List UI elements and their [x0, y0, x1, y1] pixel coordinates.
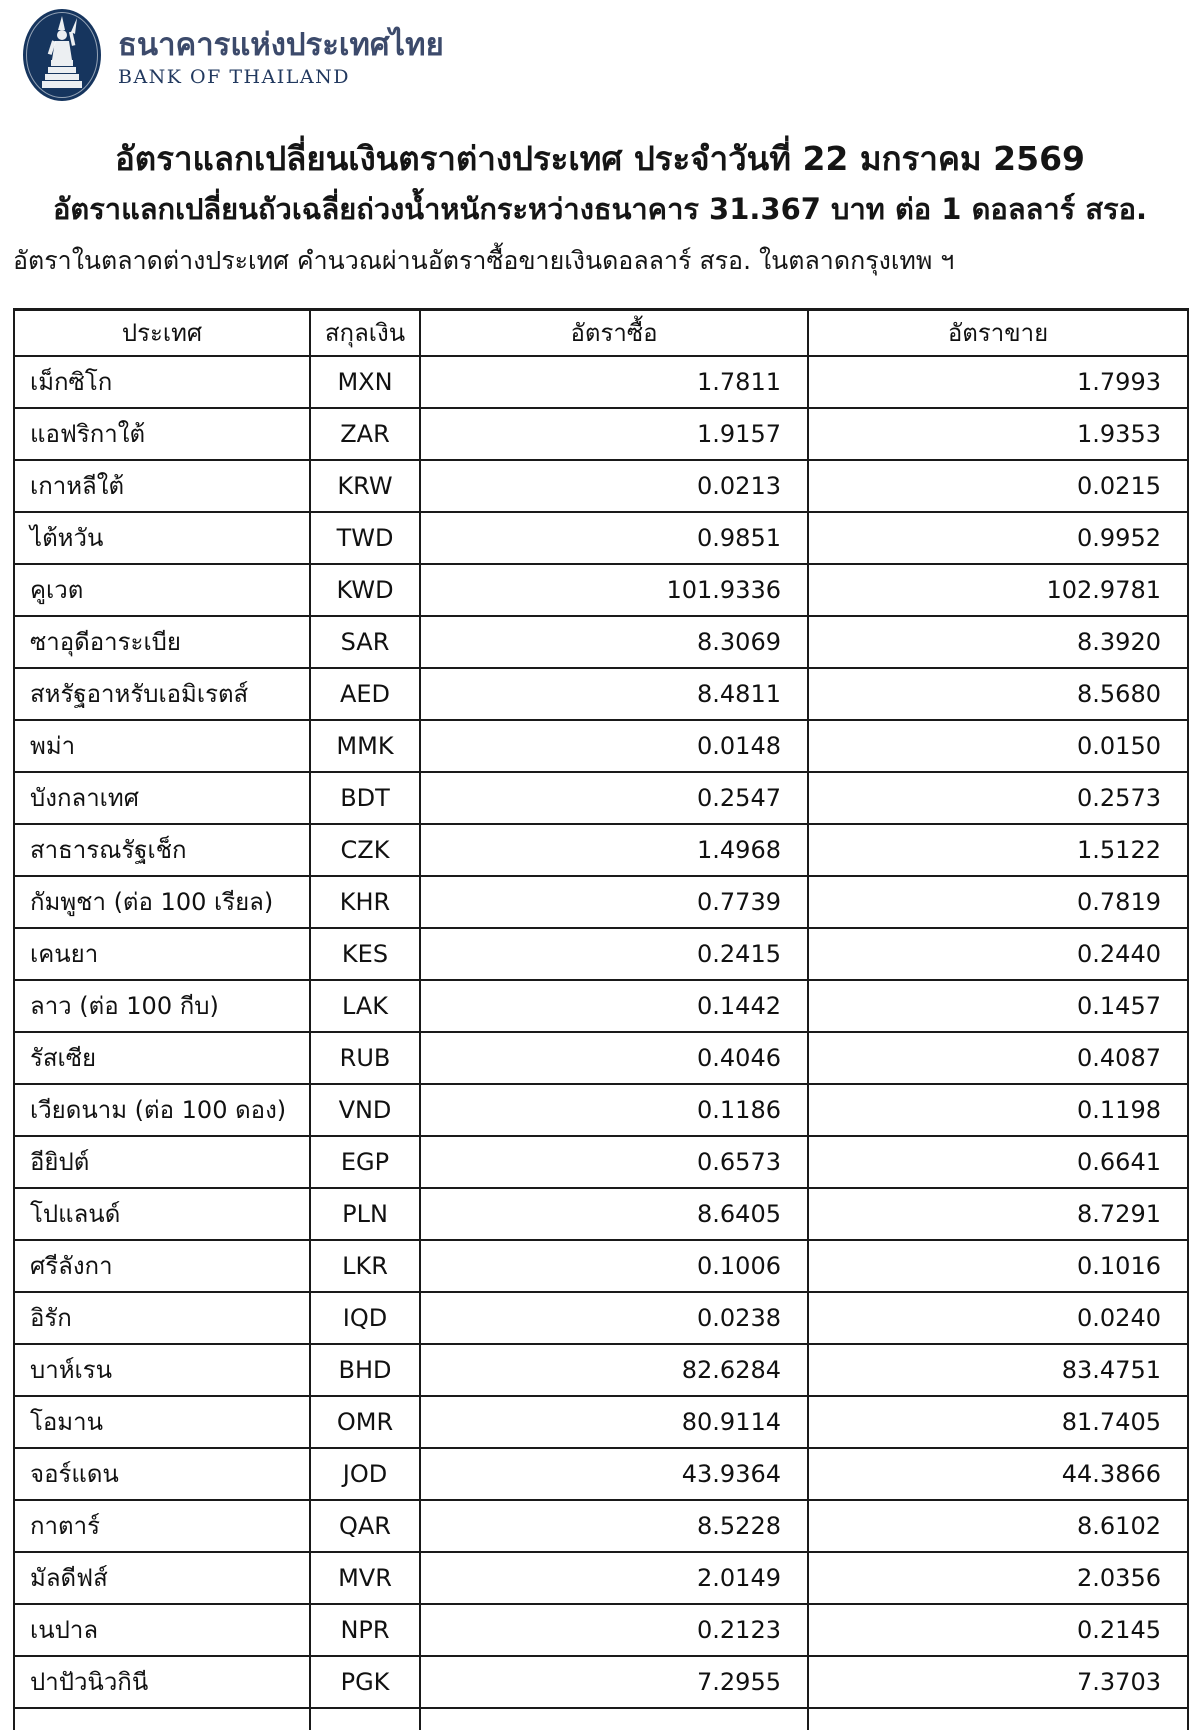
currency-code-cell: NPR	[310, 1604, 420, 1656]
sell-rate-cell: 83.4751	[808, 1344, 1188, 1396]
bank-of-thailand-logo-icon	[22, 8, 102, 106]
currency-code-cell: VND	[310, 1084, 420, 1136]
buy-rate-cell: 80.9114	[420, 1396, 808, 1448]
currency-code-cell: KHR	[310, 876, 420, 928]
table-row	[14, 408, 1188, 460]
table-row	[14, 824, 1188, 876]
currency-code-cell: MVR	[310, 1552, 420, 1604]
buy-rate-cell: 101.9336	[420, 564, 808, 616]
sell-rate-cell: 0.0150	[808, 720, 1188, 772]
table-row	[14, 1136, 1188, 1188]
buy-rate-cell: 8.5228	[420, 1500, 808, 1552]
table-row	[14, 1240, 1188, 1292]
sell-rate-cell: 1.5122	[808, 824, 1188, 876]
country-cell: เกาหลีใต้	[14, 460, 310, 512]
currency-code-cell: BDT	[310, 772, 420, 824]
currency-column-header: สกุลเงิน	[310, 310, 420, 356]
country-cell: แอฟริกาใต้	[14, 408, 310, 460]
table-row	[14, 720, 1188, 772]
table-header-row	[14, 310, 1188, 356]
sell-rate-cell: 1.9353	[808, 408, 1188, 460]
buy-rate-cell: 0.1006	[420, 1240, 808, 1292]
table-row	[14, 1344, 1188, 1396]
table-row	[14, 1084, 1188, 1136]
table-row	[14, 564, 1188, 616]
sell-rate-cell: 44.3866	[808, 1448, 1188, 1500]
sell-rate-cell: 1.7993	[808, 356, 1188, 408]
country-cell: กัมพูชา (ต่อ 100 เรียล)	[14, 876, 310, 928]
currency-code-cell: MXN	[310, 356, 420, 408]
table-row	[14, 876, 1188, 928]
currency-code-cell: TWD	[310, 512, 420, 564]
table-row	[14, 668, 1188, 720]
currency-code-cell: BHD	[310, 1344, 420, 1396]
currency-code-cell: QAR	[310, 1500, 420, 1552]
country-cell: สาธารณรัฐเช็ก	[14, 824, 310, 876]
table-row	[14, 1448, 1188, 1500]
buy-rate-cell: 0.2547	[420, 772, 808, 824]
buy-rate-cell: 0.1186	[420, 1084, 808, 1136]
country-cell	[14, 1708, 310, 1730]
exchange-rate-table	[13, 308, 1189, 1730]
buy-rate-cell: 0.1442	[420, 980, 808, 1032]
country-cell: สหรัฐอาหรับเอมิเรตส์	[14, 668, 310, 720]
currency-code-cell: EGP	[310, 1136, 420, 1188]
currency-code-cell	[310, 1708, 420, 1730]
sell-rate-cell: 8.3920	[808, 616, 1188, 668]
sell-rate-cell: 2.0356	[808, 1552, 1188, 1604]
country-cell: เนปาล	[14, 1604, 310, 1656]
table-row	[14, 1500, 1188, 1552]
currency-code-cell: CZK	[310, 824, 420, 876]
country-cell: โอมาน	[14, 1396, 310, 1448]
currency-code-cell: KES	[310, 928, 420, 980]
table-row	[14, 980, 1188, 1032]
buy-rate-cell: 0.2123	[420, 1604, 808, 1656]
country-cell: ปาปัวนิวกินี	[14, 1656, 310, 1708]
buy-rate-cell: 43.9364	[420, 1448, 808, 1500]
sell-rate-cell: 0.7819	[808, 876, 1188, 928]
buy-rate-cell: 0.0238	[420, 1292, 808, 1344]
sell-rate-cell: 0.2145	[808, 1604, 1188, 1656]
table-row-partial	[14, 1708, 1188, 1730]
sell-rate-cell: 0.1457	[808, 980, 1188, 1032]
country-cell: กาตาร์	[14, 1500, 310, 1552]
bank-of-thailand-header	[22, 8, 444, 106]
country-cell: อียิปต์	[14, 1136, 310, 1188]
market-note: อัตราในตลาดต่างประเทศ คำนวณผ่านอัตราซื้อขายเงินดอลลาร์ สรอ. ในตลาดกรุงเทพ ฯ	[13, 246, 955, 275]
sell-rate-cell: 0.9952	[808, 512, 1188, 564]
country-cell: มัลดีฟส์	[14, 1552, 310, 1604]
country-cell: บาห์เรน	[14, 1344, 310, 1396]
buy-rate-cell: 0.0148	[420, 720, 808, 772]
table-row	[14, 1032, 1188, 1084]
currency-code-cell: RUB	[310, 1032, 420, 1084]
bank-name-english: BANK OF THAILAND	[118, 66, 351, 89]
sell-rate-cell: 0.0240	[808, 1292, 1188, 1344]
sell-rate-cell: 0.2440	[808, 928, 1188, 980]
buy-rate-cell: 0.4046	[420, 1032, 808, 1084]
sell-rate-cell: 8.7291	[808, 1188, 1188, 1240]
sell-rate-cell: 8.5680	[808, 668, 1188, 720]
table-row	[14, 616, 1188, 668]
country-cell: จอร์แดน	[14, 1448, 310, 1500]
buy-rate-cell: 8.6405	[420, 1188, 808, 1240]
buy-rate-cell: 0.7739	[420, 876, 808, 928]
page-title: อัตราแลกเปลี่ยนเงินตราต่างประเทศ ประจำวันที่ 22 มกราคม 2569	[114, 139, 1086, 178]
bank-name-thai: ธนาคารแห่งประเทศไทย	[118, 26, 444, 63]
country-cell: เวียดนาม (ต่อ 100 ดอง)	[14, 1084, 310, 1136]
sell-rate-cell: 0.0215	[808, 460, 1188, 512]
currency-code-cell: JOD	[310, 1448, 420, 1500]
table-row	[14, 1188, 1188, 1240]
country-cell: โปแลนด์	[14, 1188, 310, 1240]
currency-code-cell: MMK	[310, 720, 420, 772]
country-column-header: ประเทศ	[14, 310, 310, 356]
buy-rate-cell: 1.9157	[420, 408, 808, 460]
table-row	[14, 460, 1188, 512]
buy-rate-cell: 0.0213	[420, 460, 808, 512]
table-row	[14, 512, 1188, 564]
sell-rate-cell: 0.4087	[808, 1032, 1188, 1084]
country-cell: ลาว (ต่อ 100 กีบ)	[14, 980, 310, 1032]
sell-rate-cell: 0.1198	[808, 1084, 1188, 1136]
country-cell: เม็กซิโก	[14, 356, 310, 408]
buy-rate-cell: 1.7811	[420, 356, 808, 408]
buy-rate-cell: 2.0149	[420, 1552, 808, 1604]
currency-code-cell: LKR	[310, 1240, 420, 1292]
currency-code-cell: OMR	[310, 1396, 420, 1448]
buy-rate-column-header: อัตราซื้อ	[420, 310, 808, 356]
currency-code-cell: KRW	[310, 460, 420, 512]
buy-rate-cell: 0.6573	[420, 1136, 808, 1188]
currency-code-cell: AED	[310, 668, 420, 720]
exchange-rate-table-body	[14, 356, 1188, 1730]
sell-rate-cell: 0.1016	[808, 1240, 1188, 1292]
buy-rate-cell	[420, 1708, 808, 1730]
table-row	[14, 1656, 1188, 1708]
sell-rate-column-header: อัตราขาย	[808, 310, 1188, 356]
page-subtitle: อัตราแลกเปลี่ยนถัวเฉลี่ยถ่วงน้ำหนักระหว่างธนาคาร 31.367 บาท ต่อ 1 ดอลลาร์ สรอ.	[52, 192, 1148, 226]
buy-rate-cell: 0.9851	[420, 512, 808, 564]
currency-code-cell: LAK	[310, 980, 420, 1032]
sell-rate-cell: 7.3703	[808, 1656, 1188, 1708]
currency-code-cell: PLN	[310, 1188, 420, 1240]
country-cell: บังกลาเทศ	[14, 772, 310, 824]
bank-name-block	[118, 26, 444, 89]
buy-rate-cell: 0.2415	[420, 928, 808, 980]
buy-rate-cell: 1.4968	[420, 824, 808, 876]
country-cell: ไต้หวัน	[14, 512, 310, 564]
table-row	[14, 1604, 1188, 1656]
sell-rate-cell	[808, 1708, 1188, 1730]
table-row	[14, 1396, 1188, 1448]
buy-rate-cell: 8.4811	[420, 668, 808, 720]
country-cell: พม่า	[14, 720, 310, 772]
table-row	[14, 1552, 1188, 1604]
country-cell: ศรีลังกา	[14, 1240, 310, 1292]
table-row	[14, 928, 1188, 980]
country-cell: ซาอุดีอาระเบีย	[14, 616, 310, 668]
table-row	[14, 356, 1188, 408]
currency-code-cell: ZAR	[310, 408, 420, 460]
sell-rate-cell: 0.2573	[808, 772, 1188, 824]
country-cell: คูเวต	[14, 564, 310, 616]
currency-code-cell: PGK	[310, 1656, 420, 1708]
currency-code-cell: KWD	[310, 564, 420, 616]
sell-rate-cell: 81.7405	[808, 1396, 1188, 1448]
sell-rate-cell: 102.9781	[808, 564, 1188, 616]
country-cell: รัสเซีย	[14, 1032, 310, 1084]
sell-rate-cell: 0.6641	[808, 1136, 1188, 1188]
buy-rate-cell: 7.2955	[420, 1656, 808, 1708]
currency-code-cell: IQD	[310, 1292, 420, 1344]
table-row	[14, 1292, 1188, 1344]
table-row	[14, 772, 1188, 824]
buy-rate-cell: 8.3069	[420, 616, 808, 668]
country-cell: เคนยา	[14, 928, 310, 980]
country-cell: อิรัก	[14, 1292, 310, 1344]
sell-rate-cell: 8.6102	[808, 1500, 1188, 1552]
currency-code-cell: SAR	[310, 616, 420, 668]
buy-rate-cell: 82.6284	[420, 1344, 808, 1396]
